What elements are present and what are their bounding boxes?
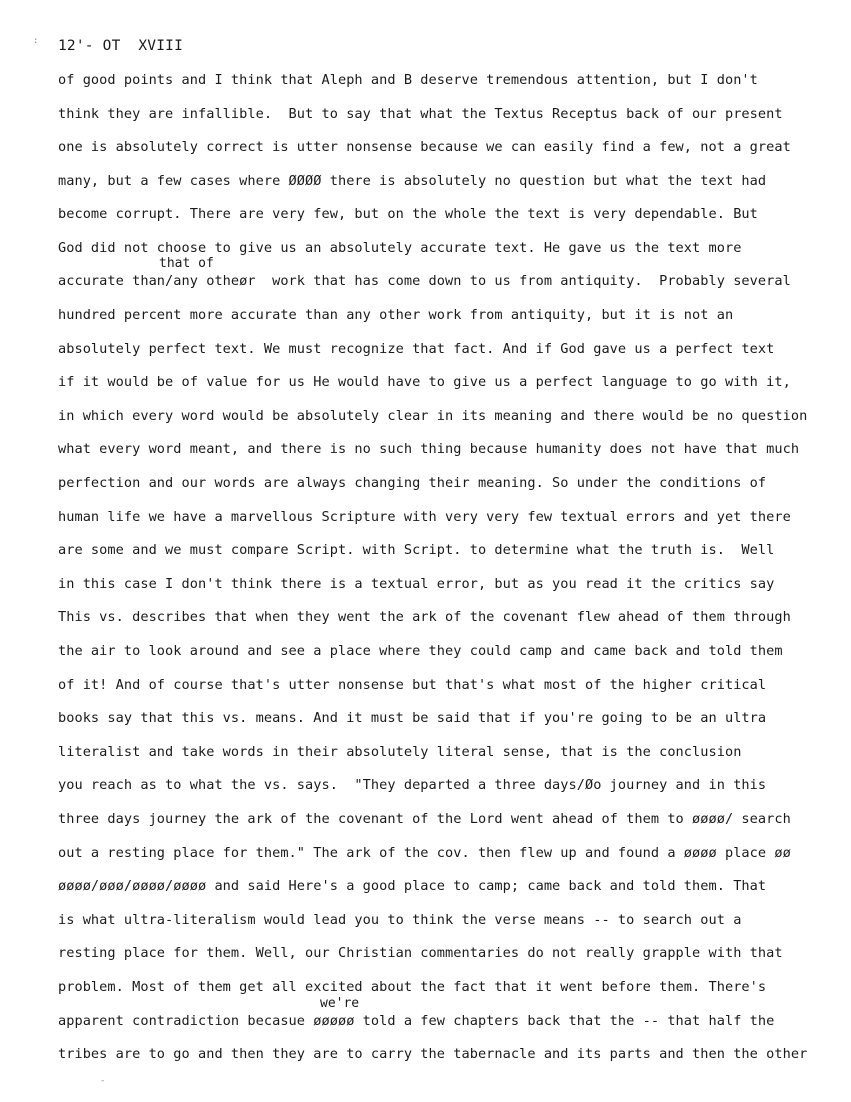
text-line: øøøø/øøø/øøøø/øøøø and said Here's a good place to camp; came back and told them. That: [58, 878, 767, 894]
margin-mark-top: :: [33, 36, 39, 46]
text-line: resting place for them. Well, our Christian commentaries do not really grapple with that: [58, 945, 783, 961]
text-line: hundred percent more accurate than any other work from antiquity, but it is not an: [58, 307, 734, 323]
text-line: become corrupt. There are very few, but on the whole the text is very dependable. But: [58, 206, 758, 222]
text-line: literalist and take words in their absolutely literal sense, that is the conclusion: [58, 744, 742, 760]
text-line: accurate than/any otheør work that has come down to us from antiquity. Probably several: [58, 273, 791, 289]
text-line: out a resting place for them." The ark of the cov. then flew up and found a øøøø place øø: [58, 845, 791, 861]
interlinear-insertion: we're: [320, 996, 360, 1011]
text-line: problem. Most of them get all excited about the fact that it went before them. There's: [58, 979, 767, 995]
text-line: God did not choose to give us an absolutely accurate text. He gave us the text more: [58, 240, 742, 256]
text-line: many, but a few cases where ØØØØ there is absolutely no question but what the text had: [58, 173, 767, 189]
page-header: 12'- OT XVIII: [58, 38, 184, 54]
text-line: human life we have a marvellous Scripture with very very few textual errors and yet there: [58, 509, 791, 525]
text-line: books say that this vs. means. And it must be said that if you're going to be an ultra: [58, 710, 767, 726]
text-line: absolutely perfect text. We must recognize that fact. And if God gave us a perfect text: [58, 341, 775, 357]
text-line: of it! And of course that's utter nonsense but that's what most of the higher critical: [58, 677, 767, 693]
text-line: in this case I don't think there is a textual error, but as you read it the critics say: [58, 576, 775, 592]
text-line: think they are infallible. But to say that what the Textus Receptus back of our present: [58, 106, 783, 122]
text-line: tribes are to go and then they are to carry the tabernacle and its parts and then the other: [58, 1046, 808, 1062]
interlinear-insertion: that of: [159, 256, 214, 271]
text-line: in which every word would be absolutely clear in its meaning and there would be no question: [58, 408, 808, 424]
text-line: perfection and our words are always changing their meaning. So under the conditions of: [58, 475, 767, 491]
text-line: what every word meant, and there is no such thing because humanity does not have that much: [58, 441, 800, 457]
text-line: This vs. describes that when they went the ark of the covenant flew ahead of them through: [58, 609, 791, 625]
margin-mark-bottom: -: [100, 1076, 106, 1086]
text-line: one is absolutely correct is utter nonsense because we can easily find a few, not a great: [58, 139, 791, 155]
text-line: are some and we must compare Script. with Script. to determine what the truth is. Well: [58, 542, 775, 558]
text-line: apparent contradiction becasue øøøøø told a few chapters back that the -- that half the: [58, 1013, 775, 1029]
text-line: you reach as to what the vs. says. "They departed a three days/Øo journey and in this: [58, 777, 767, 793]
text-line: the air to look around and see a place where they could camp and came back and told them: [58, 643, 783, 659]
text-line: is what ultra-literalism would lead you to think the verse means -- to search out a: [58, 912, 742, 928]
text-line: three days journey the ark of the covenant of the Lord went ahead of them to øøøø/ search: [58, 811, 791, 827]
text-line: of good points and I think that Aleph and B deserve tremendous attention, but I don't: [58, 72, 758, 88]
text-line: if it would be of value for us He would have to give us a perfect language to go with it,: [58, 374, 791, 390]
